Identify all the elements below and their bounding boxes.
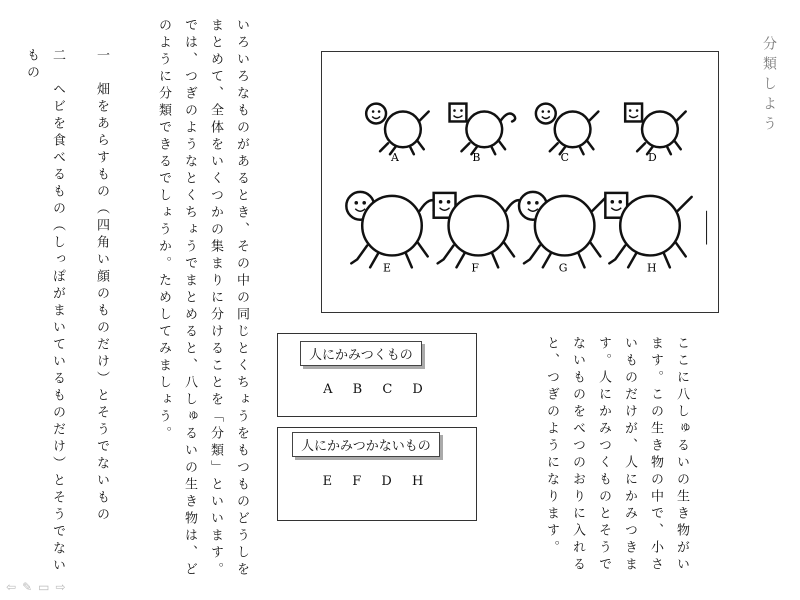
list-item-1: 一 畑をあらすもの（四角い顔のものだけ）とそうでないもの xyxy=(94,48,109,524)
pen-icon[interactable]: ✎ xyxy=(22,580,33,594)
creature-f xyxy=(434,193,525,267)
creature-h xyxy=(605,193,691,267)
creature-d xyxy=(625,104,686,155)
menu-icon[interactable]: ▭ xyxy=(38,580,50,594)
slide-nav xyxy=(6,580,66,594)
list-item-2: 二 ヘビを食べるもの（しっぽがまいているものだけ）とそうでないもの xyxy=(24,48,65,575)
intro-paragraph: いろいろなものがあるとき、その中の同じとくちょうをもつものどうしをまとめて、全体をいくつかの集まりに分けることを「分類」といいます。では、つぎのようなとくちょうでまとめると、八しゅるいの生き物は、どのように分類できるでしょうか。ためしてみましょう。 xyxy=(156,18,249,579)
group-label: 人にかみつかないもの xyxy=(292,432,440,457)
group-box-non-biting xyxy=(277,427,477,521)
creature-b xyxy=(450,104,516,155)
figure-label-g: G xyxy=(558,261,568,275)
creature-g xyxy=(519,192,606,267)
creature-a xyxy=(366,104,429,155)
creatures-figure xyxy=(321,51,719,313)
creature-e xyxy=(346,192,438,267)
next-arrow-icon[interactable]: ⇨ xyxy=(55,580,66,594)
prev-arrow-icon[interactable]: ⇦ xyxy=(6,580,17,594)
figure-label-a: A xyxy=(390,151,399,165)
creatures-illustration xyxy=(322,52,718,312)
figure-label-c: C xyxy=(560,151,570,165)
group-members: A B C D xyxy=(323,382,431,397)
creature-c xyxy=(536,104,599,155)
figure-label-e: E xyxy=(383,261,392,275)
group-label: 人にかみつくもの xyxy=(300,341,422,366)
figure-label-h: H xyxy=(647,261,657,275)
figure-label-d: D xyxy=(648,151,657,165)
group-box-biting xyxy=(277,333,477,417)
creatures-paragraph: ここに八しゅるいの生き物がいます。この生き物の中で、小さいものだけが、人にかみつきます。人にかみつくものとそうでないものをべつのおりに入れると、つぎのようになります。 xyxy=(544,336,689,574)
figure-label-b: B xyxy=(472,151,481,165)
page-title: 分類しよう xyxy=(761,36,777,136)
group-members: E F D H xyxy=(322,474,432,489)
figure-label-f: F xyxy=(471,261,479,275)
